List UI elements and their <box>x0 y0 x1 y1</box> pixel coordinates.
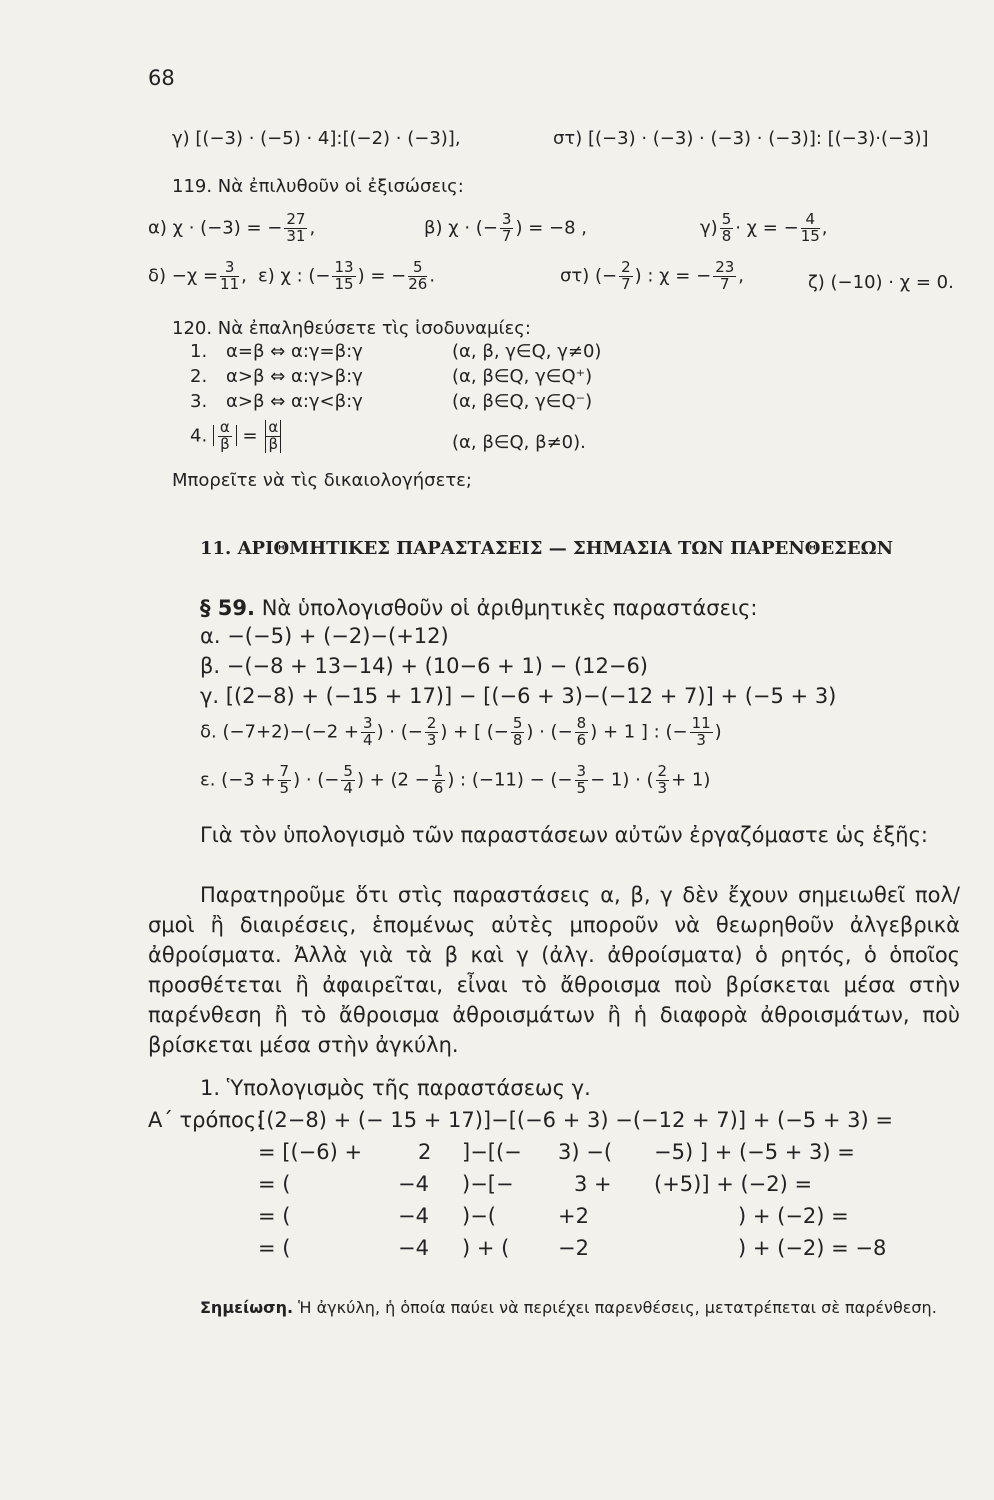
equiv-row-2-num: 2. <box>190 366 208 387</box>
equiv-row-3-cond: (α, β∈Q, γ∈Q⁻) <box>452 391 593 412</box>
equiv-row-2-cond: (α, β∈Q, γ∈Q⁺) <box>452 366 593 387</box>
paragraph-explanation: Παρατηροῦμε ὅτι στὶς παραστάσεις α, β, γ δὲν ἔχουν σημειωθεῖ πολ/σμοὶ ἢ διαιρέσεις, ἑπομένως αὐτὲς μποροῦν νὰ θεωρηθοῦν ἀλγεβρικὰ ἀθροίσματα. Ἀλλὰ γιὰ τὰ β καὶ γ (ἀλγ. ἀθροίσματα) ὁ ρητός, ὁ ὁποῖος προσθέτεται ἢ ἀφαιρεῖται, εἶναι τὸ ἄθροισμα ποὺ βρίσκεται μέσα στὴν παρένθεση ἢ τὸ ἄθροισμα ἀθροισμάτων ἢ ἡ διαφορὰ ἀθροισμάτων, ποὺ βρίσκεται μέσα στὴν ἀγκύλη. <box>148 883 960 1057</box>
calc-row-2: = [(−6) + 2 ]−[(− 3) −( −5) ] + (−5 + 3) = <box>258 1140 855 1164</box>
calc-title: 1. Ὑπολογισμὸς τῆς παραστάσεως γ. <box>200 1076 591 1100</box>
paragraph-59: § 59. Νὰ ὑπολογισθοῦν οἱ ἀριθμητικὲς παραστάσεις: <box>200 596 758 620</box>
exercise-line-st: στ) [(−3) · (−3) · (−3) · (−3)]: [(−3)·(−3)] <box>553 128 929 149</box>
page-number: 68 <box>148 66 175 90</box>
paragraph-method: Γιὰ τὸν ὑπολογισμὸ τῶν παραστάσεων αὐτῶν ἐργαζόμαστε ὡς ἑξῆς: <box>200 823 928 847</box>
equiv-row-1-num: 1. <box>190 341 208 362</box>
section-heading: 11. ΑΡΙΘΜΗΤΙΚΕΣ ΠΑΡΑΣΤΑΣΕΙΣ — ΣΗΜΑΣΙΑ ΤΩΝ ΠΑΡΕΝΘΕΣΕΩΝ <box>200 538 894 559</box>
equiv-row-3-eq: α>β ⇔ α:γ<β:γ <box>226 391 363 412</box>
calc-method-label: Α΄ τρόπος: <box>148 1108 264 1132</box>
equiv-row-1-cond: (α, β, γ∈Q, γ≠0) <box>452 341 602 362</box>
eq-119-e: ε) χ : (− $\frac{13}{15}$ ) = − $\frac{5}{26}$ . <box>258 258 436 293</box>
expr-e: ε. (−3 + $\frac{7}{5}$ ) · (− $\frac{5}{4}$ ) + (2 − $\frac{1}{6}$ ) : (−11) − (− $\frac{3}{5}$ − 1) · ( $\frac{2}{3}$ + 1) <box>200 762 711 797</box>
expr-a: α. −(−5) + (−2)−(+12) <box>200 624 449 648</box>
exercise-120-title: 120. Νὰ ἐπαληθεύσετε τὶς ἰσοδυναμίες: <box>172 318 531 339</box>
eq-119-b: β) χ · (− $\frac{3}{7}$ ) = −8 , <box>424 210 587 245</box>
equiv-row-2-eq: α>β ⇔ α:γ>β:γ <box>226 366 363 387</box>
eq-119-z: ζ) (−10) · χ = 0. <box>808 272 954 293</box>
justify-question: Μπορεῖτε νὰ τὶς δικαιολογήσετε; <box>172 470 472 491</box>
calc-row-5: = ( −4 ) + ( −2 ) + (−2) = −8 <box>258 1236 887 1260</box>
equiv-row-4: 4. $\frac{\alpha}{\beta}$ = $\frac{\alpha}{\beta}$ <box>190 420 283 453</box>
eq-119-d: δ) −χ = $\frac{3}{11}$ , <box>148 258 247 293</box>
equiv-row-4-cond: (α, β∈Q, β≠0). <box>452 432 586 453</box>
expr-g: γ. [(2−8) + (−15 + 17)] − [(−6 + 3)−(−12 + 7)] + (−5 + 3) <box>200 684 837 708</box>
exercise-line-g: γ) [(−3) · (−5) · 4]:[(−2) · (−3)], <box>172 128 461 149</box>
calc-row-3: = ( −4 )−[− 3 + (+5)] + (−2) = <box>258 1172 813 1196</box>
calc-row-1: [(2−8) + (− 15 + 17)]−[(−6 + 3) −(−12 + 7)] + (−5 + 3) = <box>258 1108 893 1132</box>
equiv-row-1-eq: α=β ⇔ α:γ=β:γ <box>226 341 363 362</box>
expr-b: β. −(−8 + 13−14) + (10−6 + 1) − (12−6) <box>200 654 649 678</box>
equiv-row-3-num: 3. <box>190 391 208 412</box>
eq-119-a: α) χ · (−3) = − $\frac{27}{31}$ , <box>148 210 316 245</box>
eq-119-st: στ) (− $\frac{2}{7}$ ) : χ = − $\frac{23}{7}$ , <box>560 258 745 293</box>
note: Σημείωση. Ἡ ἀγκύλη, ἡ ὁποία παύει νὰ περιέχει παρενθέσεις, μετατρέπεται σὲ παρένθεση. <box>200 1298 937 1317</box>
exercise-119-title: 119. Νὰ ἐπιλυθοῦν οἱ ἐξισώσεις: <box>172 176 464 197</box>
calc-row-4: = ( −4 )−( +2 ) + (−2) = <box>258 1204 849 1228</box>
eq-119-g: γ) $\frac{5}{8}$ · χ = − $\frac{4}{15}$ , <box>700 210 828 245</box>
expr-d: δ. (−7+2)−(−2 + $\frac{3}{4}$ ) · (− $\frac{2}{3}$ ) + [ (− $\frac{5}{8}$ ) · (− $\frac{8}{6}$ ) + 1 ] : (− $\frac{11}{3}$ ) <box>200 714 722 749</box>
